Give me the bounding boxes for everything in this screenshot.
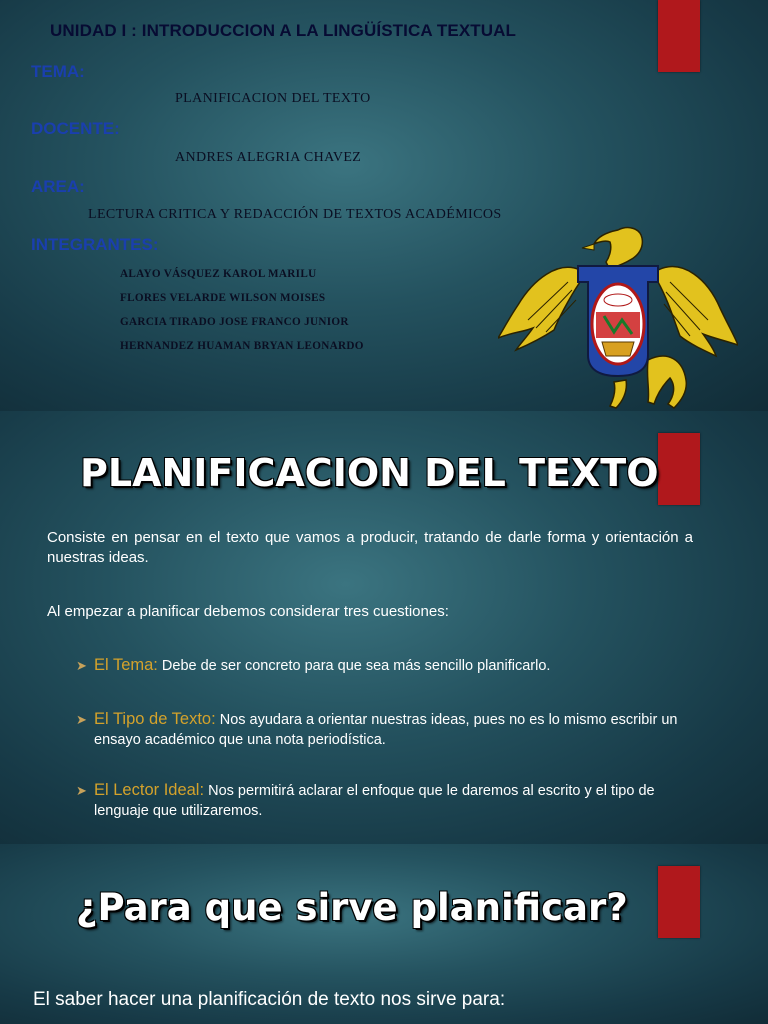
integrantes-label: INTEGRANTES:: [31, 235, 159, 254]
member-name: GARCIA TIRADO JOSE FRANCO JUNIOR: [120, 316, 349, 328]
arrow-bullet-icon: ➤: [76, 712, 87, 727]
member-name: ALAYO VÁSQUEZ KAROL MARILU: [120, 268, 317, 280]
docente-label: DOCENTE:: [31, 119, 120, 138]
red-accent-bar: [658, 433, 700, 505]
slide-title: ¿Para que sirve planificar?: [76, 886, 628, 929]
docente-value: ANDRES ALEGRIA CHAVEZ: [175, 150, 362, 165]
arrow-bullet-icon: ➤: [76, 783, 87, 798]
red-accent-bar: [658, 0, 700, 72]
area-value: LECTURA CRITICA Y REDACCIÓN DE TEXTOS ACADÉMICOS: [88, 207, 502, 222]
bullet-text: Nos permitirá aclarar el enfoque que le daremos al escrito y el tipo de lenguaje que utilizaremos.: [94, 783, 655, 819]
tema-value: PLANIFICACION DEL TEXTO: [175, 91, 371, 106]
area-label: AREA:: [31, 177, 85, 196]
arrow-bullet-icon: ➤: [76, 658, 87, 673]
bullet-text: Debe de ser concreto para que sea más sencillo planificarlo.: [157, 658, 551, 674]
tema-label: TEMA:: [31, 62, 85, 81]
university-eagle-emblem-icon: [498, 220, 738, 411]
intro-paragraph: Al empezar a planificar debemos considerar tres cuestiones:: [47, 603, 449, 620]
purpose-paragraph: El saber hacer una planificación de texto nos sirve para:: [33, 989, 506, 1010]
slide-title: PLANIFICACION DEL TEXTO: [80, 451, 659, 495]
bullet-text: Nos ayudara a orientar nuestras ideas, pues no es lo mismo escribir un ensayo académico que una nota periodística.: [94, 712, 678, 748]
bullet-term: El Tema:: [94, 656, 158, 674]
member-name: HERNANDEZ HUAMAN BRYAN LEONARDO: [120, 340, 364, 352]
purpose-slide: [0, 844, 768, 1024]
bullet-term: El Tipo de Texto:: [94, 710, 216, 728]
bullet-term: El Lector Ideal:: [94, 781, 205, 799]
red-accent-bar: [658, 866, 700, 938]
title-slide: [0, 0, 768, 411]
planning-slide: [0, 411, 768, 844]
unit-title: UNIDAD I : INTRODUCCION A LA LINGÜÍSTICA TEXTUAL: [50, 21, 516, 40]
member-name: FLORES VELARDE WILSON MOISES: [120, 292, 326, 304]
definition-paragraph: Consiste en pensar en el texto que vamos a producir, tratando de darle forma y orientación a nuestras ideas.: [47, 529, 693, 566]
